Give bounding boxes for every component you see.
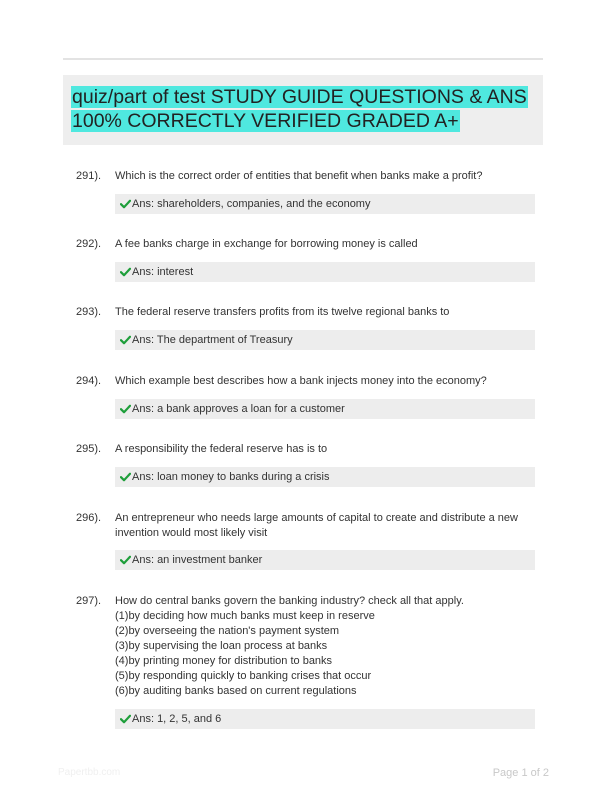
question-number: 296). (76, 512, 102, 524)
answer-text: Ans: loan money to banks during a crisis (132, 471, 330, 483)
check-icon (120, 404, 131, 414)
answer-box (115, 399, 535, 419)
question-text (115, 169, 535, 184)
answer-box (115, 194, 535, 214)
document-title (71, 85, 531, 133)
answer-text: Ans: 1, 2, 5, and 6 (132, 713, 222, 725)
question-text (115, 442, 535, 457)
answer-text: Ans: The department of Treasury (132, 334, 293, 346)
answer-box (115, 550, 535, 570)
question-line: (5)by responding quickly to banking crises that occur (115, 670, 372, 682)
answer-text: Ans: an investment banker (132, 554, 263, 566)
answer-box (115, 330, 535, 350)
question-line: (4)by printing money for distribution to banks (115, 655, 333, 667)
footer-watermark: Papertbb.com (58, 767, 121, 778)
check-icon (120, 199, 131, 209)
question-line: Which example best describes how a bank injects money into the economy? (115, 375, 487, 387)
answer-box (115, 262, 535, 282)
answer-text: Ans: shareholders, companies, and the economy (132, 198, 371, 210)
question-text (115, 237, 535, 252)
question-number: 297). (76, 595, 102, 607)
question-line: (3)by supervising the loan process at banks (115, 640, 328, 652)
page-indicator: Page 1 of 2 (492, 767, 549, 779)
question-number: 293). (76, 306, 102, 318)
check-icon (120, 555, 131, 565)
check-icon (120, 714, 131, 724)
check-icon (120, 267, 131, 277)
document-title-box (63, 75, 543, 145)
answer-text: Ans: a bank approves a loan for a customer (132, 403, 345, 415)
question-text (115, 594, 535, 699)
answer-box (115, 467, 535, 487)
question-line: How do central banks govern the banking industry? check all that apply. (115, 595, 464, 607)
question-number: 294). (76, 375, 102, 387)
question-line: (1)by deciding how much banks must keep in reserve (115, 610, 375, 622)
answer-text: Ans: interest (132, 266, 194, 278)
top-divider (63, 58, 543, 60)
question-number: 295). (76, 443, 102, 455)
question-text (115, 305, 535, 320)
question-line: An entrepreneur who needs large amounts of capital to create and distribute a new (115, 512, 518, 524)
document-title-highlight: quiz/part of test STUDY GUIDE QUESTIONS & ANS 100% CORRECTLY VERIFIED GRADED A+ (72, 86, 527, 132)
answer-box (115, 709, 535, 729)
question-line: A responsibility the federal reserve has is to (115, 443, 328, 455)
question-text (115, 374, 535, 389)
question-number: 291). (76, 170, 102, 182)
question-line: Which is the correct order of entities that benefit when banks make a profit? (115, 170, 483, 182)
question-line: A fee banks charge in exchange for borrowing money is called (115, 238, 418, 250)
question-line: (2)by overseeing the nation's payment system (115, 625, 340, 637)
check-icon (120, 335, 131, 345)
question-line: invention would most likely visit (115, 527, 268, 539)
question-line: The federal reserve transfers profits from its twelve regional banks to (115, 306, 450, 318)
question-number: 292). (76, 238, 102, 250)
question-text (115, 511, 535, 541)
question-line: (6)by auditing banks based on current regulations (115, 685, 357, 697)
check-icon (120, 472, 131, 482)
